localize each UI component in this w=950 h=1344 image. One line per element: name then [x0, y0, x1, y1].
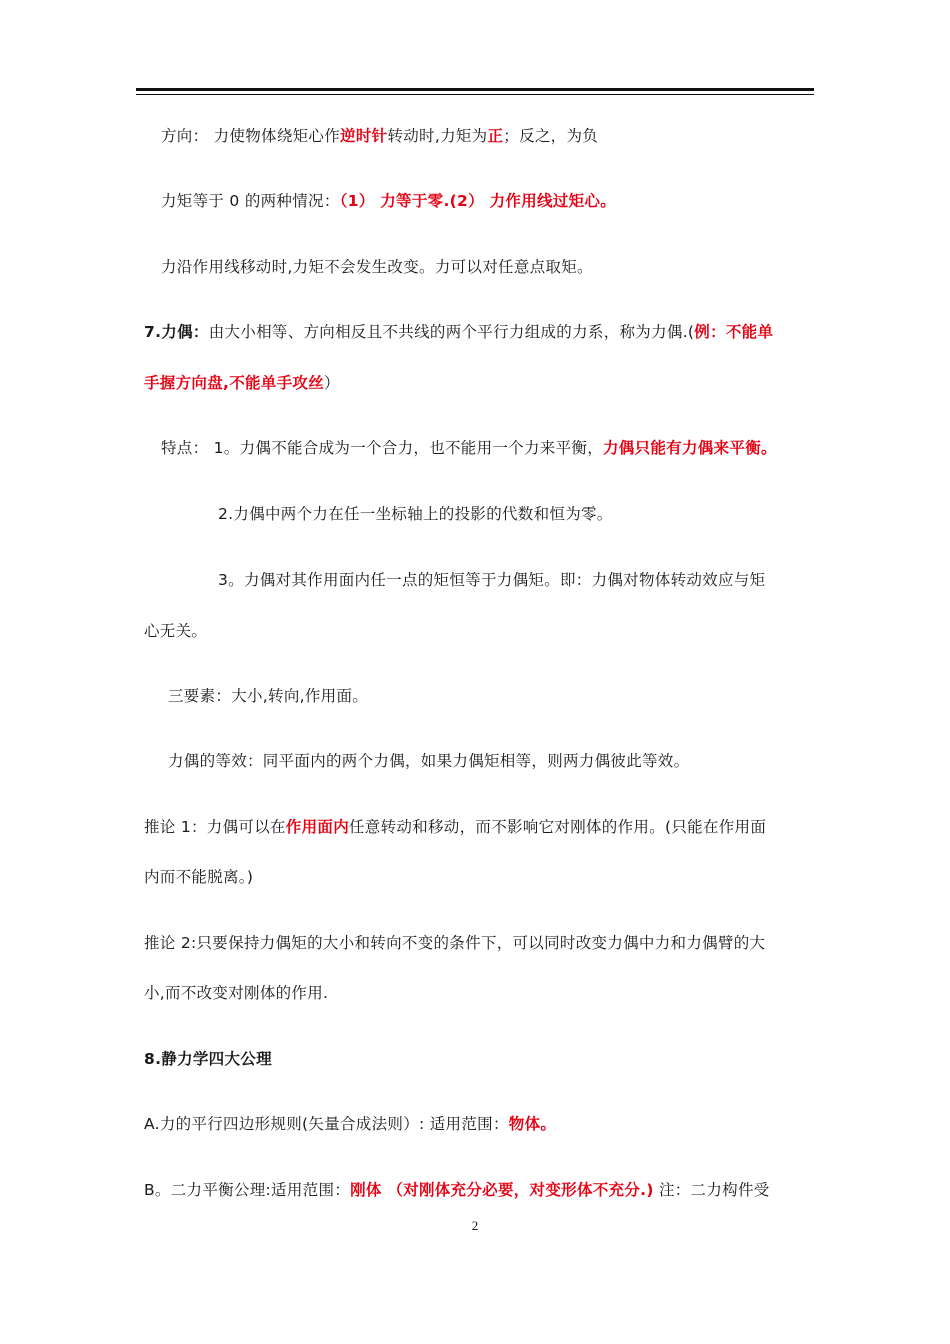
- text-run: 3。力偶对其作用面内任一点的矩恒等于力偶矩。即：力偶对物体转动效应与矩: [218, 571, 766, 589]
- text-run: 心无关。: [144, 622, 208, 640]
- text-line: [144, 1179, 770, 1201]
- text-run: B。二力平衡公理:适用范围：: [144, 1181, 351, 1199]
- highlight-text: 例：不能单: [694, 323, 774, 341]
- text-line: [144, 620, 207, 642]
- text-line: [144, 321, 773, 343]
- text-line: [144, 866, 253, 888]
- text-line: [168, 685, 368, 707]
- text-run: 注：二力构件受: [653, 1181, 770, 1199]
- text-line: [161, 256, 593, 278]
- highlight-text: 力偶只能有力偶来平衡。: [603, 439, 777, 457]
- highlight-text: （1） 力等于零.(2） 力作用线过矩心。: [339, 192, 617, 210]
- text-run: ；反之，为负: [503, 127, 599, 145]
- text-run: 小,而不改变对刚体的作用.: [144, 984, 329, 1002]
- text-line: [218, 569, 765, 591]
- highlight-text: 刚体 （对刚体充分必要，对变形体不充分.): [350, 1181, 654, 1199]
- text-line: [161, 125, 598, 147]
- highlight-text: 逆时针: [340, 127, 388, 145]
- text-run: 转动时,力矩为: [387, 127, 488, 145]
- text-run: 2.力偶中两个力在任一坐标轴上的投影的代数和恒为零。: [218, 505, 613, 523]
- text-line: [144, 816, 766, 838]
- text-run: 三要素：大小,转向,作用面。: [168, 687, 369, 705]
- highlight-text: 物体。: [508, 1115, 557, 1133]
- text-run: 力矩等于 0 的两种情况：: [161, 192, 340, 210]
- text-run: 推论 1：力偶可以在: [144, 818, 286, 836]
- section-heading: [144, 1048, 272, 1070]
- text-line: [168, 750, 689, 772]
- text-run: 任意转动和移动，而不影响它对刚体的作用。(只能在作用面: [349, 818, 767, 836]
- text-line: [144, 982, 328, 1004]
- header-rule-thin: [136, 94, 814, 95]
- text-run: 力沿作用线移动时,力矩不会发生改变。力可以对任意点取矩。: [161, 258, 593, 276]
- page-number: 2: [471, 1218, 479, 1233]
- highlight-text: 作用面内: [285, 818, 349, 836]
- highlight-text: 手握方向盘,不能单手攻丝: [144, 374, 324, 392]
- text-line: [144, 372, 340, 394]
- text-run: A.力的平行四边形规则(矢量合成法则）: 适用范围：: [144, 1115, 509, 1133]
- text-line: [218, 503, 613, 525]
- bold-text: 7.力偶：: [144, 323, 209, 341]
- text-line: [144, 932, 765, 954]
- text-line: [161, 437, 777, 459]
- highlight-text: 正: [487, 127, 504, 145]
- text-run: 推论 2:只要保持力偶矩的大小和转向不变的条件下，可以同时改变力偶中力和力偶臂的大: [144, 934, 766, 952]
- text-line: [144, 1113, 556, 1135]
- text-run: 力偶的等效：同平面内的两个力偶，如果力偶矩相等，则两力偶彼此等效。: [168, 752, 690, 770]
- text-run: ）: [324, 374, 340, 392]
- text-run: 特点： 1。力偶不能合成为一个合力，也不能用一个力来平衡，: [161, 439, 603, 457]
- text-line: [161, 190, 616, 212]
- header-rule-thick: [136, 88, 814, 91]
- text-run: 方向： 力使物体绕矩心作: [161, 127, 341, 145]
- bold-text: 8.静力学四大公理: [144, 1050, 272, 1068]
- text-run: 内而不能脱离。): [144, 868, 254, 886]
- text-run: 由大小相等、方向相反且不共线的两个平行力组成的力系，称为力偶.(: [208, 323, 695, 341]
